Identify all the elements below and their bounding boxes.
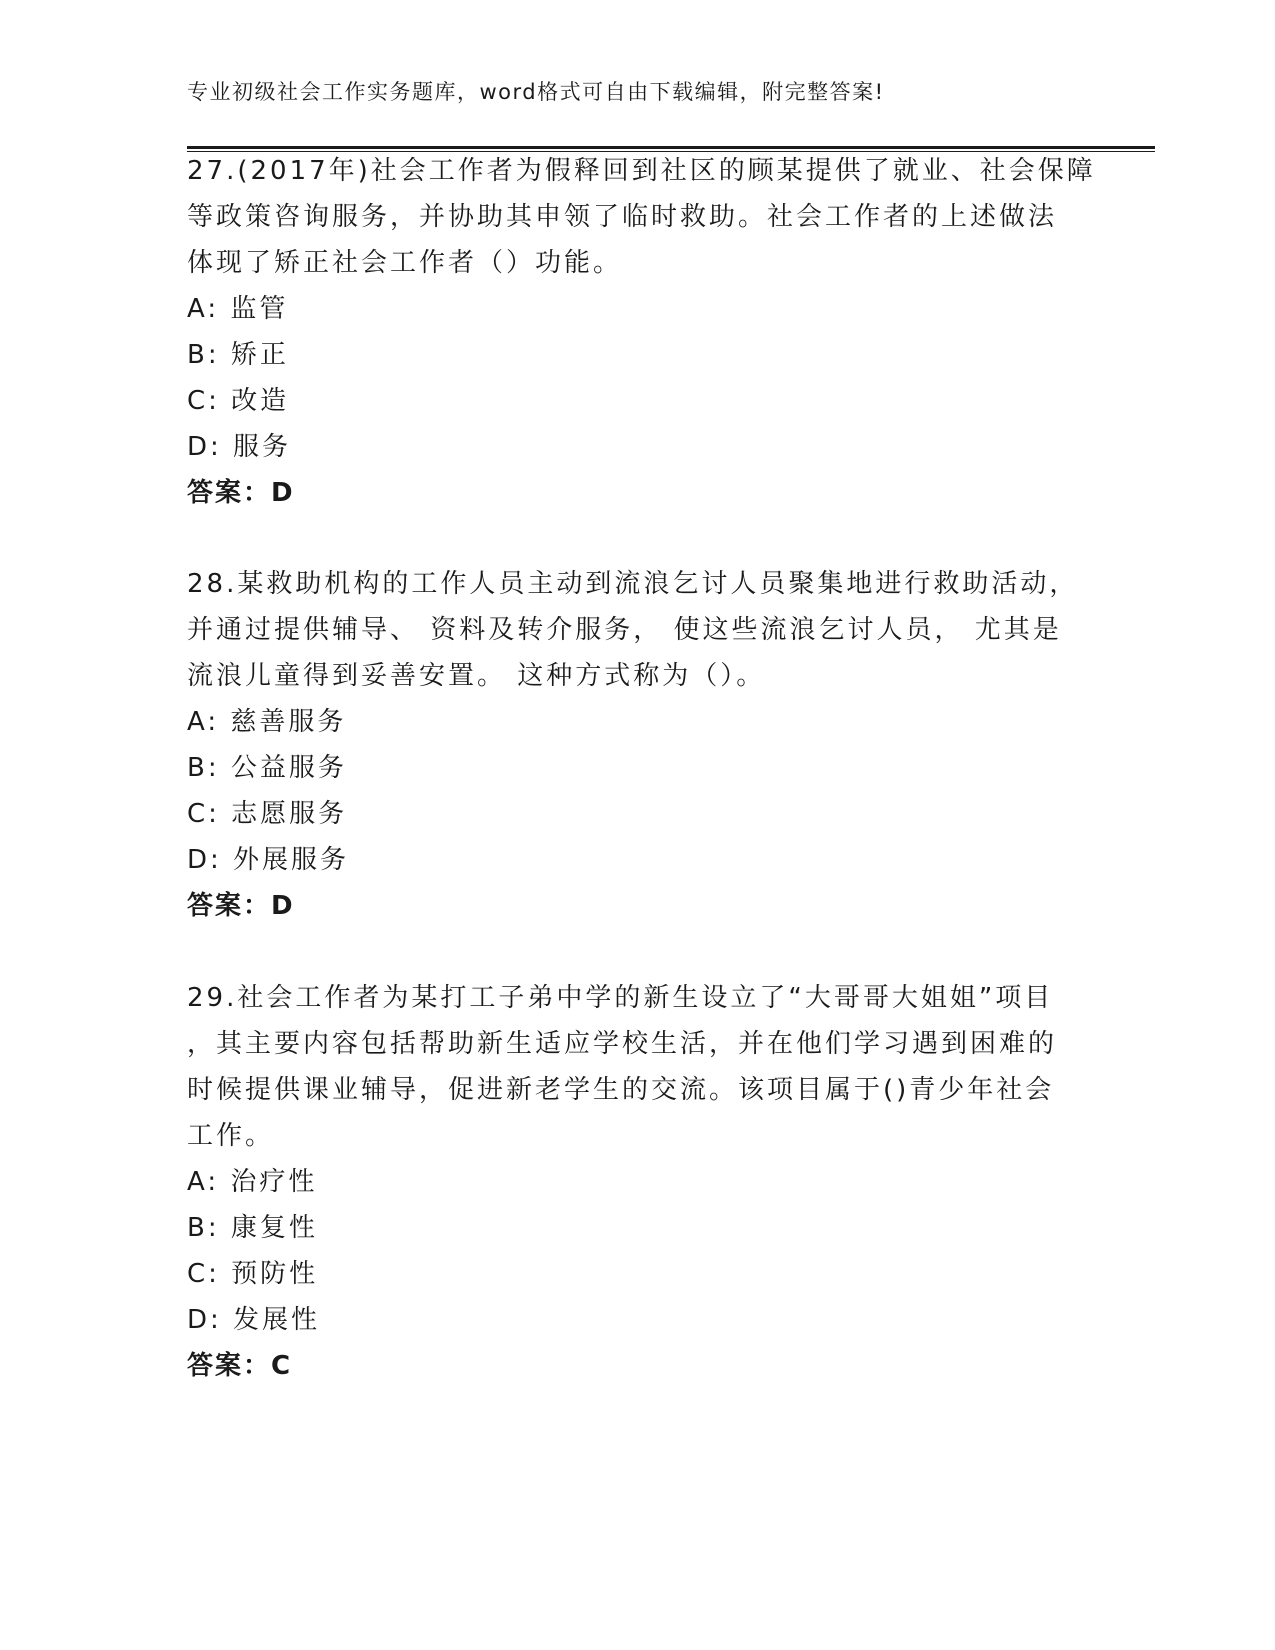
question-text-line: 时候提供课业辅导，促进新老学生的交流。该项目属于()青少年社会 xyxy=(187,1075,1055,1105)
question-29 xyxy=(187,975,1077,1389)
option-a: A: 监管 xyxy=(187,294,289,324)
question-text-line: 体现了矫正社会工作者（）功能。 xyxy=(187,248,623,278)
question-text-line: 流浪儿童得到妥善安置。 这种方式称为（）。 xyxy=(187,661,766,691)
option-c: C: 预防性 xyxy=(187,1259,319,1289)
question-text-line: 并通过提供辅导、 资料及转介服务， 使这些流浪乞讨人员， 尤其是 xyxy=(187,615,1062,645)
question-28 xyxy=(187,561,1077,929)
answer-label: 答案：D xyxy=(187,891,295,921)
question-27 xyxy=(187,148,1096,516)
document-header: 专业初级社会工作实务题库，word格式可自由下载编辑，附完整答案! xyxy=(187,80,885,104)
option-a: A: 慈善服务 xyxy=(187,707,347,737)
option-d: D: 发展性 xyxy=(187,1305,321,1335)
option-d: D: 服务 xyxy=(187,432,292,462)
option-b: B: 公益服务 xyxy=(187,753,347,783)
answer-label: 答案：D xyxy=(187,478,295,508)
option-d: D: 外展服务 xyxy=(187,845,350,875)
question-text-line: 27.(2017年)社会工作者为假释回到社区的顾某提供了就业、社会保障 xyxy=(187,156,1096,186)
question-text-line: 等政策咨询服务，并协助其申领了临时救助。社会工作者的上述做法 xyxy=(187,202,1058,232)
question-text-line: 工作。 xyxy=(187,1121,275,1151)
option-c: C: 志愿服务 xyxy=(187,799,348,829)
question-text-line: 28.某救助机构的工作人员主动到流浪乞讨人员聚集地进行救助活动， xyxy=(187,569,1079,599)
option-a: A: 治疗性 xyxy=(187,1167,318,1197)
question-text-line: ，其主要内容包括帮助新生适应学校生活，并在他们学习遇到困难的 xyxy=(187,1029,1058,1059)
answer-label: 答案：C xyxy=(187,1351,293,1381)
option-c: C: 改造 xyxy=(187,386,290,416)
option-b: B: 矫正 xyxy=(187,340,289,370)
question-text-line: 29.社会工作者为某打工子弟中学的新生设立了“大哥哥大姐姐”项目 xyxy=(187,983,1054,1013)
option-b: B: 康复性 xyxy=(187,1213,318,1243)
